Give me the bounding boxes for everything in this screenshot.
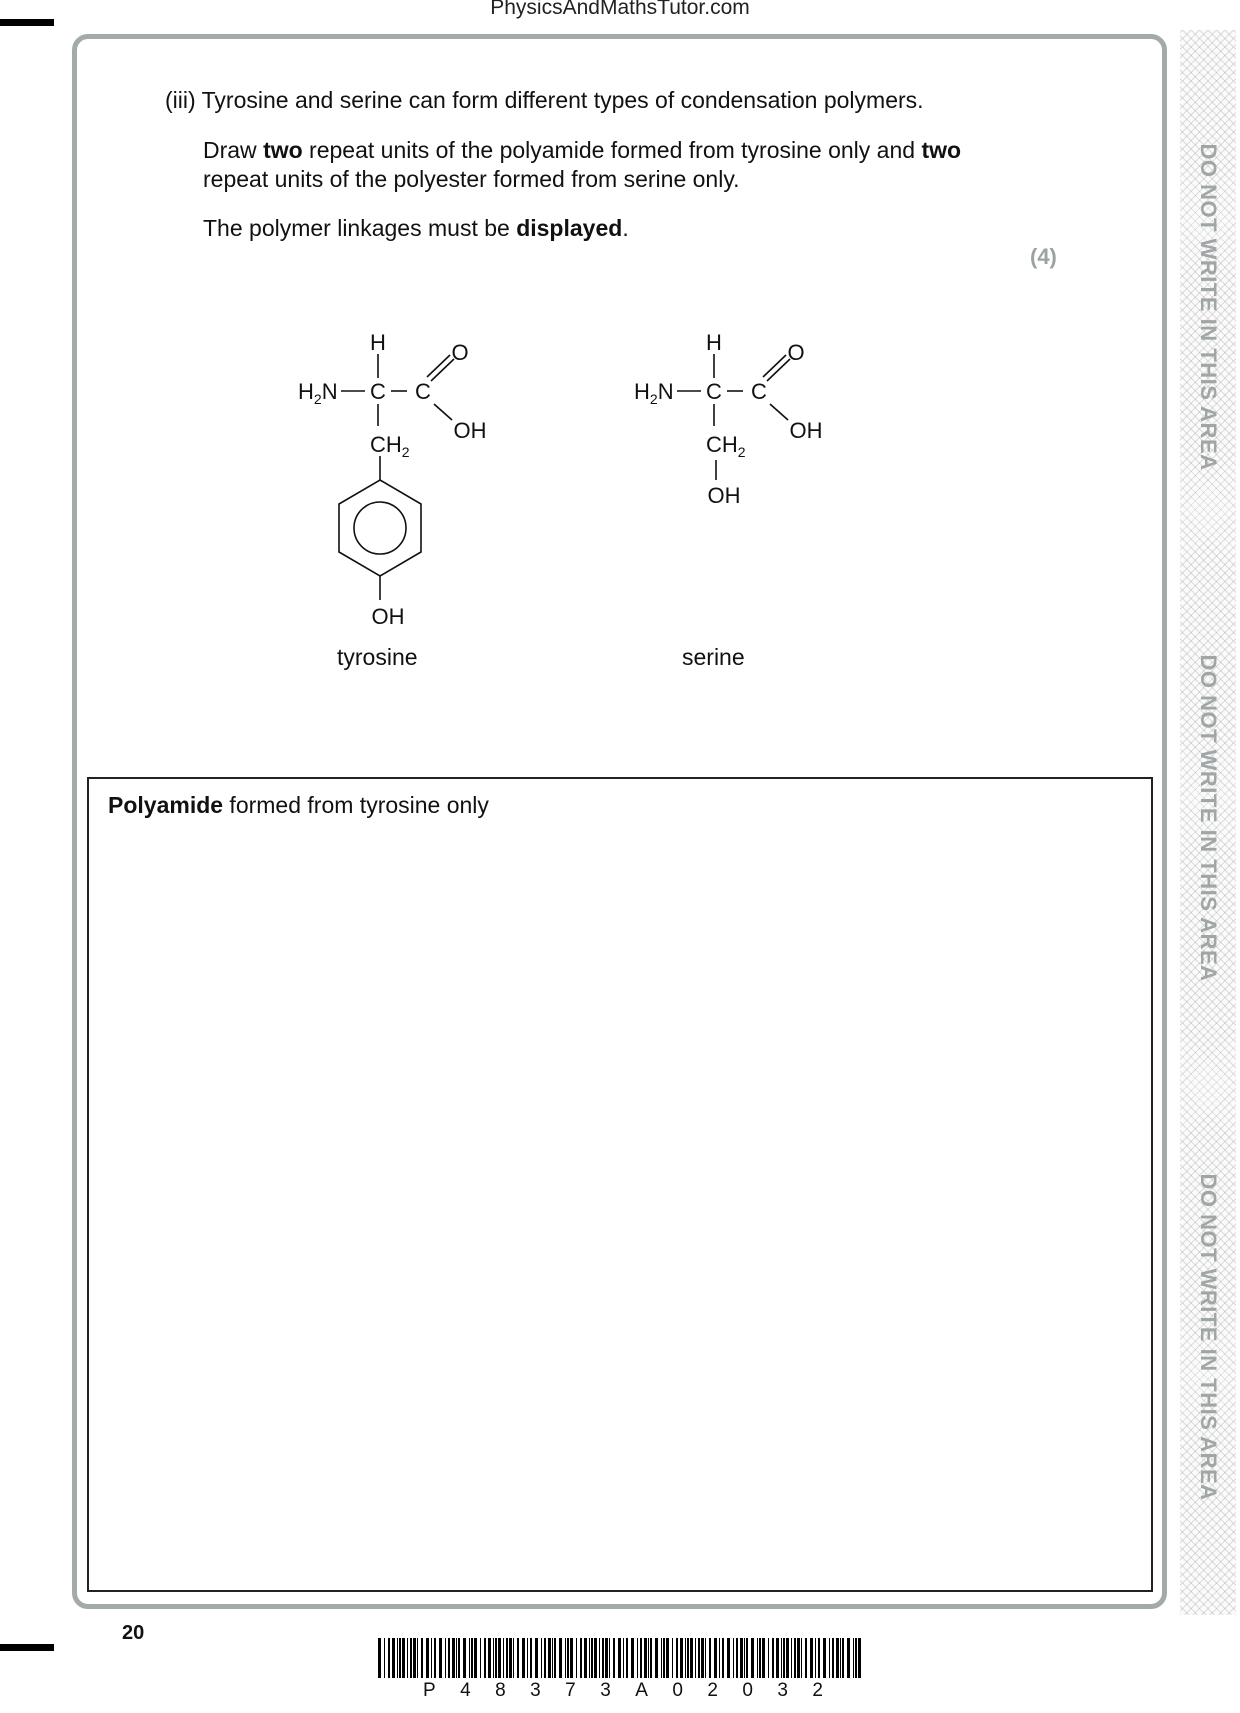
barcode-bar [644,1638,647,1678]
barcode-bar [559,1638,562,1678]
barcode-bar [687,1638,689,1678]
barcode-bar [399,1638,401,1678]
serine-atom-o: O [787,340,805,365]
barcode-bar [522,1638,525,1678]
linkage-text-1: The polymer linkages must be [203,215,517,241]
serine-atom-side-oh: OH [707,483,741,508]
barcode-bar [388,1638,390,1678]
barcode-bar [469,1638,470,1678]
serine-atom-h2n: $H_2N$ [634,379,674,407]
page-number: 20 [122,1622,145,1644]
barcode-bar [772,1638,774,1678]
barcode-bar [439,1638,442,1678]
answer-box-title-rest: formed from tyrosine only [223,792,489,818]
barcode [378,1638,863,1678]
barcode-bar [471,1638,473,1678]
barcode-bar [456,1638,457,1678]
barcode-bar [661,1638,662,1678]
barcode-digit: 7 [565,1680,576,1701]
tyrosine-atom-h2n: $H_2N$ [298,379,338,407]
barcode-bars [378,1638,861,1678]
serine-label: serine [682,644,745,670]
barcode-bar [855,1638,857,1678]
tyrosine-atom-o: O [451,340,469,365]
barcode-bar [448,1638,450,1678]
barcode-digit: A [635,1680,648,1701]
barcode-bar [513,1638,514,1678]
barcode-bar [570,1638,573,1678]
linkage-text-2: . [622,215,629,241]
barcode-bar [829,1638,830,1678]
barcode-digit: 8 [495,1680,506,1701]
barcode-bar [842,1638,844,1678]
barcode-bar [759,1638,761,1678]
barcode-bar [605,1638,608,1678]
barcode-bar [397,1638,398,1678]
site-header: PhysicsAndMathsTutor.com [490,0,750,19]
barcode-digit: 2 [812,1680,823,1701]
barcode-bar [503,1638,504,1678]
question-intro-text: Tyrosine and serine can form different types of condensation polymers. [201,87,924,113]
barcode-bar [576,1638,577,1678]
barcode-bar [768,1638,769,1678]
barcode-bar [458,1638,460,1678]
serine-atom-oh: OH [789,418,823,443]
barcode-bar [776,1638,779,1678]
linkage-bold: displayed [516,215,623,241]
barcode-bar [517,1638,519,1678]
barcode-bar [445,1638,446,1678]
barcode-bar [544,1638,546,1678]
barcode-bar [591,1638,593,1678]
barcode-bar [672,1638,673,1678]
barcode-bar [663,1638,665,1678]
barcode-bar [666,1638,669,1678]
answer-box-title-bold: Polyamide [108,792,224,818]
barcode-bar [618,1638,621,1678]
barcode-digits [378,1680,863,1702]
barcode-bar [541,1638,542,1678]
barcode-bar [797,1638,800,1678]
margin-warning-strip [1180,30,1236,1615]
barcode-bar [589,1638,590,1678]
barcode-bar [701,1638,704,1678]
barcode-bar [810,1638,813,1678]
barcode-bar [832,1638,834,1678]
barcode-bar [552,1638,553,1678]
tyrosine-ring-circle [354,502,406,554]
barcode-bar [452,1638,455,1678]
barcode-bar [736,1638,738,1678]
tyrosine-atom-h: H [370,330,386,355]
barcode-bar [690,1638,693,1678]
barcode-bar [402,1638,405,1678]
barcode-bar [631,1638,634,1678]
barcode-bar [840,1638,841,1678]
barcode-bar [650,1638,652,1678]
barcode-bar [554,1638,556,1678]
serine-atom-h: H [706,330,722,355]
barcode-bar [609,1638,610,1678]
barcode-bar [480,1638,481,1678]
barcode-bar [794,1638,796,1678]
barcode-bar [527,1638,528,1678]
barcode-bar [407,1638,408,1678]
barcode-bar [714,1638,717,1678]
barcode-bar [685,1638,686,1678]
barcode-digit: 2 [707,1680,718,1701]
barcode-bar [783,1638,785,1678]
barcode-bar [648,1638,649,1678]
serine-bond-coh [770,404,788,420]
barcode-bar [626,1638,628,1678]
question-part-number: (iii) [165,87,196,113]
barcode-bar [740,1638,743,1678]
barcode-digit: 3 [600,1680,611,1701]
barcode-bar [580,1638,582,1678]
barcode-bar [535,1638,538,1678]
tyrosine-label: tyrosine [337,644,418,670]
barcode-bar [498,1638,501,1678]
barcode-bar [655,1638,658,1678]
marks-allocation: (4) [1030,244,1057,269]
barcode-bar [781,1638,782,1678]
barcode-bar [594,1638,597,1678]
registration-mark-bottom [0,1644,54,1651]
barcode-digit: 0 [672,1680,683,1701]
barcode-bar [378,1638,381,1678]
barcode-bar [434,1638,436,1678]
barcode-bar [506,1638,508,1678]
barcode-digit: 4 [460,1680,471,1701]
barcode-bar [801,1638,802,1678]
barcode-bar [805,1638,807,1678]
barcode-bar [719,1638,720,1678]
instruction-text-1: Draw [203,137,264,163]
barcode-bar [613,1638,615,1678]
barcode-bar [413,1638,416,1678]
tyrosine-atom-c1: C [370,379,386,404]
barcode-bar [548,1638,551,1678]
barcode-bar [818,1638,820,1678]
barcode-bar [584,1638,587,1678]
barcode-bar [680,1638,683,1678]
tyrosine-atoms [298,330,487,629]
barcode-bar [757,1638,758,1678]
tyrosine-bond-coh [434,404,452,420]
tyrosine-atom-c2: C [415,379,431,404]
barcode-bar [762,1638,765,1678]
barcode-bar [463,1638,466,1678]
barcode-bar [746,1638,748,1678]
serine-structure [677,354,790,480]
instruction-text-3: repeat units of the polyester formed from serine only. [203,166,740,192]
barcode-bar [853,1638,854,1678]
barcode-bar [676,1638,678,1678]
barcode-bar [815,1638,816,1678]
barcode-bar [488,1638,491,1678]
barcode-bar [823,1638,826,1678]
barcode-digit: 0 [742,1680,753,1701]
barcode-bar [484,1638,486,1678]
barcode-bar [786,1638,789,1678]
barcode-bar [836,1638,839,1678]
barcode-bar [410,1638,412,1678]
barcode-bar [744,1638,745,1678]
answer-box-polyamide[interactable] [87,777,1153,1592]
margin-warning-top: DO NOT WRITE IN THIS AREA [1196,143,1221,471]
instruction-bold-1: two [263,137,303,163]
instruction-text-2: repeat units of the polyamide formed from tyrosine only and [302,137,922,163]
barcode-digit: 3 [530,1680,541,1701]
barcode-bar [727,1638,730,1678]
margin-warning-middle: DO NOT WRITE IN THIS AREA [1196,654,1221,982]
barcode-bar [733,1638,734,1678]
serine-atoms [634,330,823,508]
structural-formulae [0,0,1240,700]
barcode-bar [637,1638,638,1678]
tyrosine-benzene-ring [339,480,421,576]
barcode-bar [567,1638,569,1678]
serine-atom-ch2: $CH_2$ [706,432,746,460]
barcode-bar [392,1638,395,1678]
margin-warning-bottom: DO NOT WRITE IN THIS AREA [1196,1173,1221,1501]
barcode-bar [695,1638,696,1678]
barcode-bar [709,1638,711,1678]
barcode-bar [858,1638,861,1678]
barcode-bar [384,1638,385,1678]
barcode-bar [426,1638,429,1678]
barcode-bar [493,1638,494,1678]
tyrosine-atom-oh: OH [453,418,487,443]
serine-atom-c2: C [751,379,767,404]
barcode-bar [698,1638,700,1678]
serine-atom-c1: C [706,379,722,404]
barcode-bar [722,1638,724,1678]
barcode-digit: 3 [777,1680,788,1701]
barcode-bar [530,1638,532,1678]
barcode-bar [705,1638,706,1678]
barcode-bar [623,1638,624,1678]
barcode-bar [751,1638,754,1678]
barcode-bar [602,1638,604,1678]
tyrosine-atom-ring-oh: OH [371,604,405,629]
barcode-bar [421,1638,423,1678]
answer-box-title [108,792,489,819]
tyrosine-structure [339,354,454,600]
barcode-bar [847,1638,850,1678]
barcode-bar [495,1638,497,1678]
barcode-bar [599,1638,600,1678]
tyrosine-atom-ch2: $CH_2$ [370,432,410,460]
barcode-bar [474,1638,477,1678]
barcode-bar [640,1638,642,1678]
barcode-bar [509,1638,512,1678]
barcode-bar [431,1638,432,1678]
barcode-bar [791,1638,792,1678]
barcode-digit: P [423,1680,436,1701]
barcode-bar [417,1638,418,1678]
instruction-bold-2: two [921,137,962,163]
barcode-bar [565,1638,566,1678]
